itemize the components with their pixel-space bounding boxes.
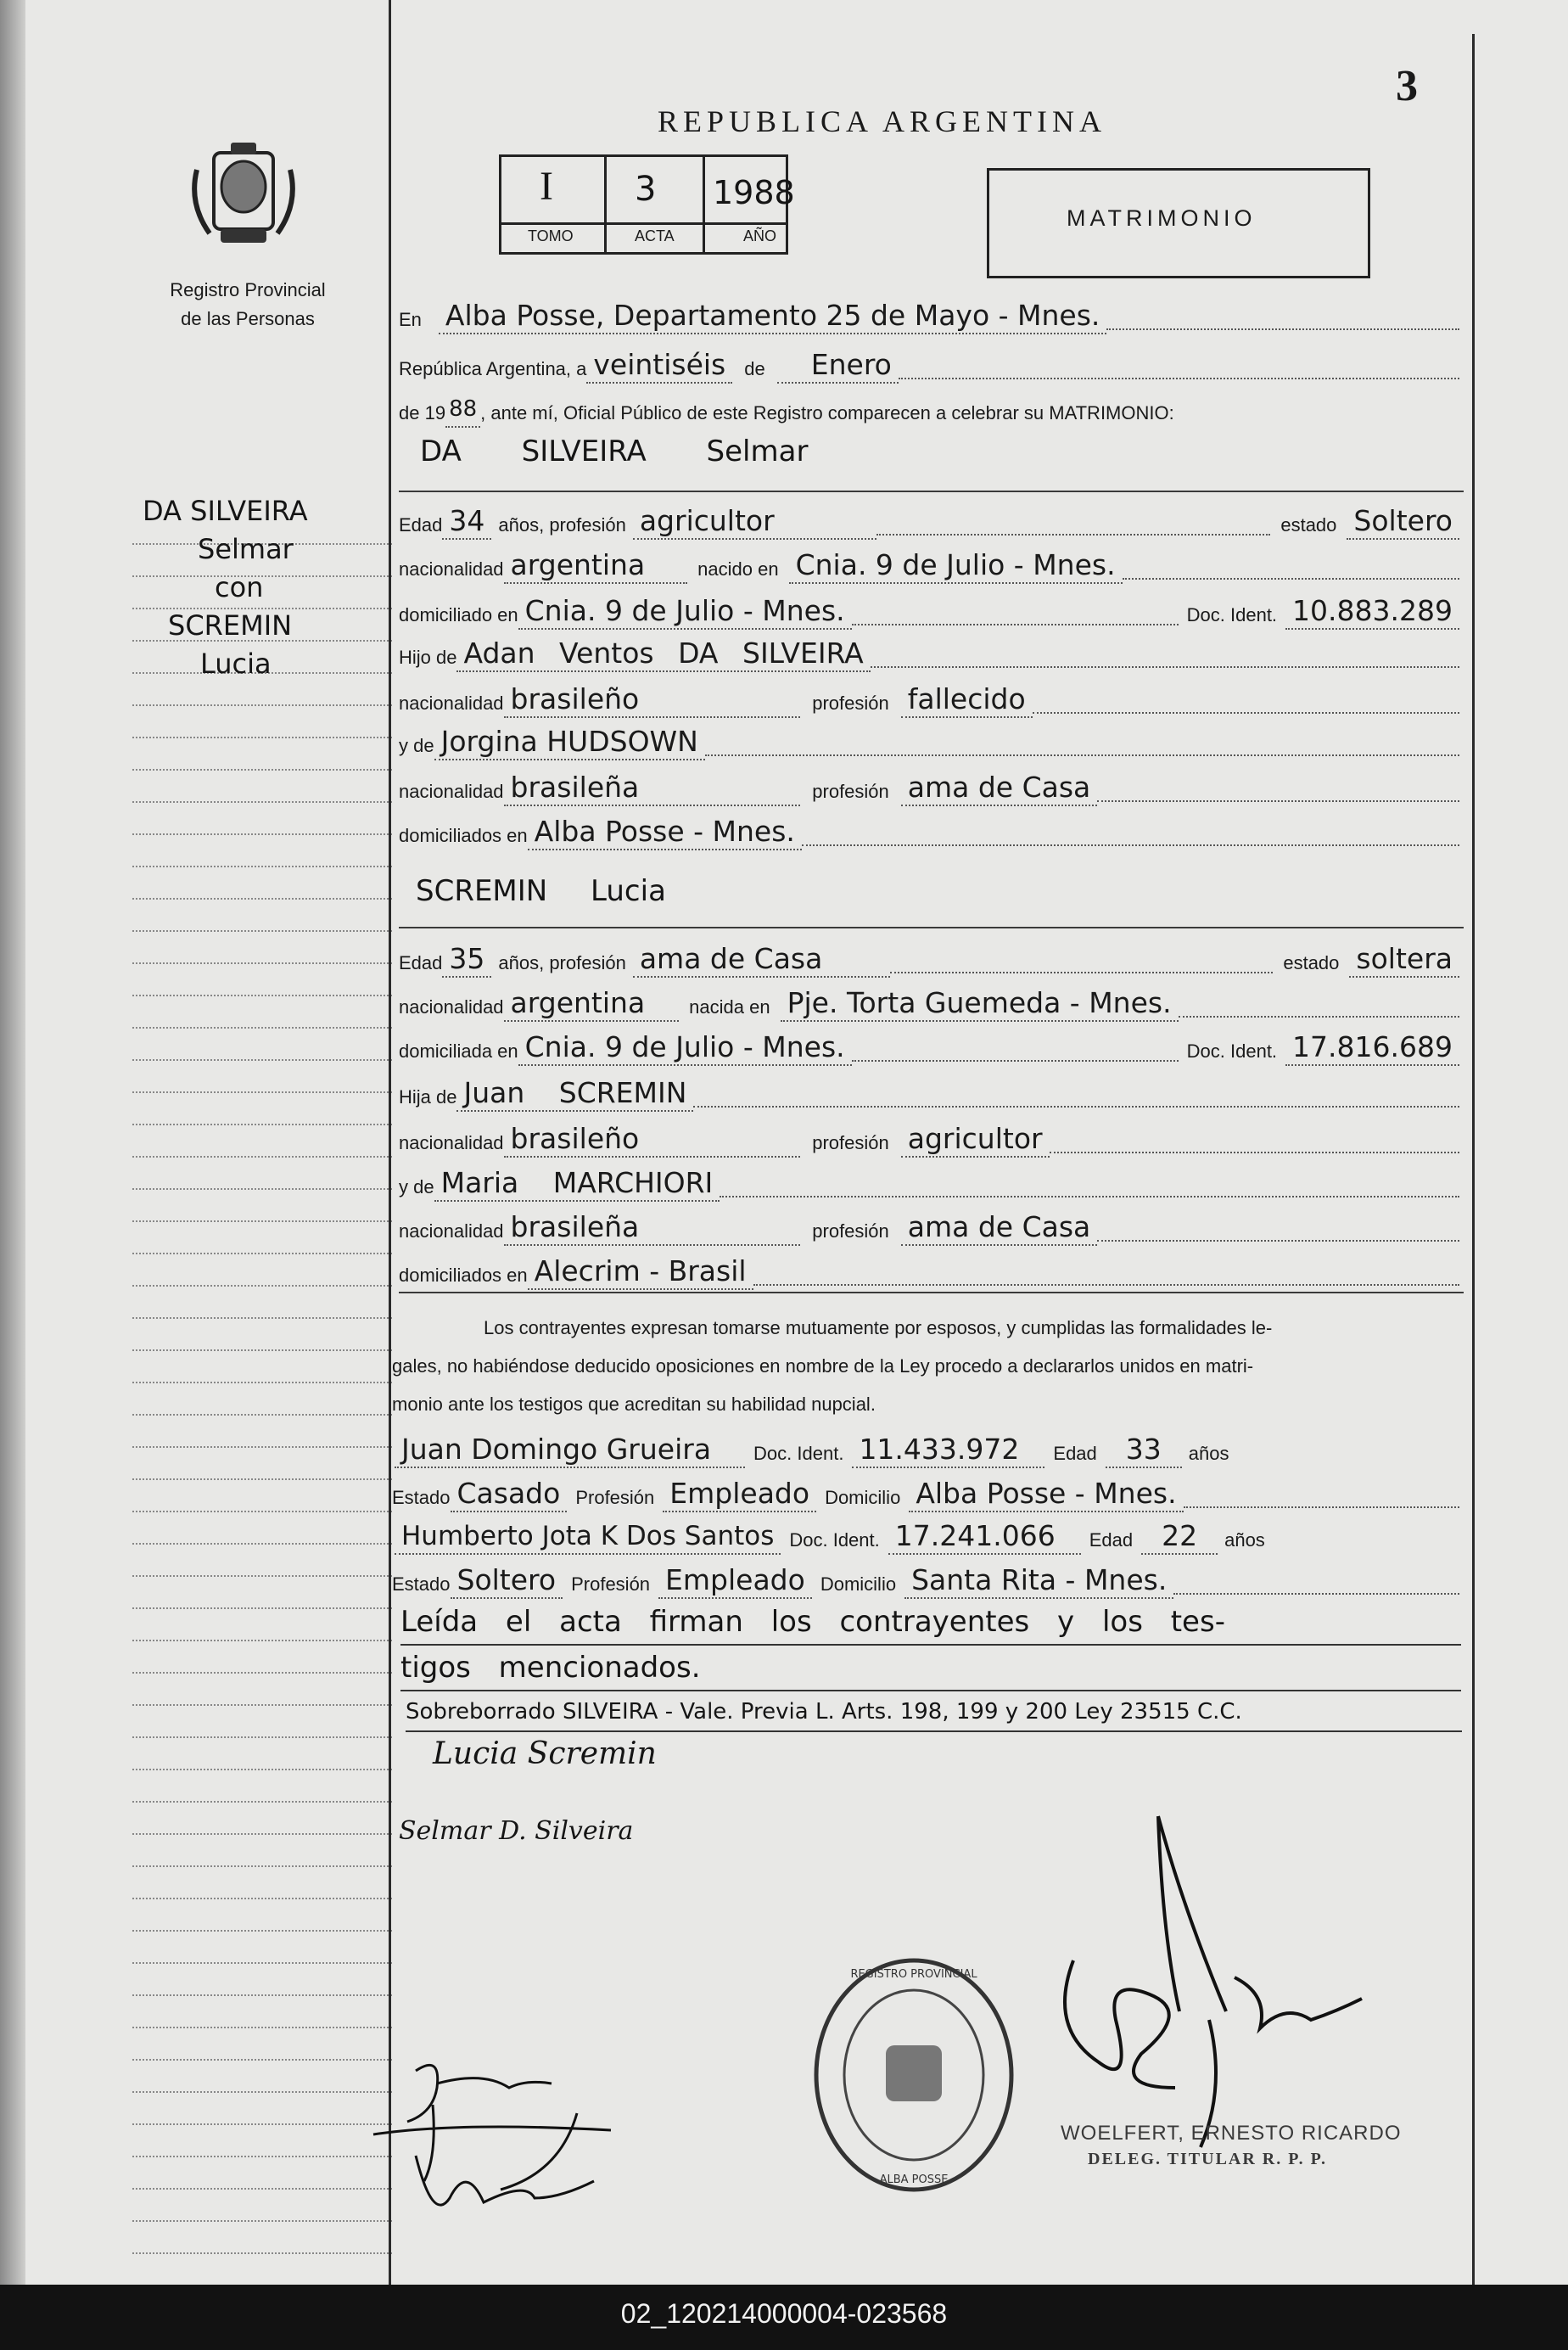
bride-mother-nat-row: nacionalidad brasileña profesión ama de Casa <box>399 1209 1459 1246</box>
witness1-profession: Empleado <box>663 1477 816 1512</box>
witness2-name: Humberto Jota K Dos Santos <box>395 1519 781 1555</box>
groom-signature: Selmar D. Silveira <box>399 1816 634 1846</box>
witness2-status: Soltero <box>451 1563 563 1599</box>
bride-father-profession: agricultor <box>901 1122 1050 1158</box>
bride-signature: Lucia Scremin <box>433 1736 657 1771</box>
tomo-label: TOMO <box>528 227 574 244</box>
bride-age-row: Edad 35 años, profesión ama de Casa estado soltera <box>399 940 1459 978</box>
witness1-status: Casado <box>451 1477 568 1512</box>
margin-note-line-2: Selmar <box>198 533 294 565</box>
groom-address-row: domiciliado en Cnia. 9 de Julio - Mnes. Doc. Ident. 10.883.289 <box>399 592 1459 630</box>
groom-doc: 10.883.289 <box>1285 594 1459 630</box>
groom-profession: agricultor <box>633 504 876 540</box>
registry-line-2: de las Personas <box>181 308 315 329</box>
bride-age: 35 <box>442 942 491 978</box>
bride-address: Cnia. 9 de Julio - Mnes. <box>518 1030 852 1066</box>
month-value: Enero <box>777 348 899 384</box>
witness2-address: Santa Rita - Mnes. <box>904 1563 1173 1599</box>
groom-father-nat-row: nacionalidad brasileño profesión fallecido <box>399 681 1459 718</box>
year-field: de 19 88 , ante mí, Oficial Público de este Registro comparecen a celebrar su MATRIMONIO: <box>399 390 1459 428</box>
groom-mother-nationality: brasileña <box>504 771 801 806</box>
witness2-row: Humberto Jota K Dos Santos Doc. Ident. 17.241.066 Edad 22 años <box>395 1517 1459 1555</box>
groom-birthplace: Cnia. 9 de Julio - Mnes. <box>789 548 1123 584</box>
anio-value: 1988 <box>713 174 795 211</box>
record-type: MATRIMONIO <box>1067 205 1257 231</box>
witness2-doc: 17.241.066 <box>888 1519 1081 1555</box>
declaration-line-3: monio ante los testigos que acreditan su habilidad nupcial. <box>392 1394 876 1415</box>
erratum-note: Sobreborrado SILVEIRA - Vale. Previa L. Arts. 198, 199 y 200 Ley 23515 C.C. <box>406 1693 1462 1732</box>
bride-parents-address-row: domiciliados en Alecrim - Brasil <box>399 1253 1459 1290</box>
closing-line-1: Leída el acta firman los contrayentes y los tes- <box>400 1600 1461 1646</box>
margin-note-line-4: SCREMIN <box>168 609 293 642</box>
day-value: veintiséis <box>586 348 732 384</box>
bride-address-row: domiciliada en Cnia. 9 de Julio - Mnes. Doc. Ident. 17.816.689 <box>399 1029 1459 1066</box>
right-border <box>1472 34 1475 2285</box>
groom-mother-nat-row: nacionalidad brasileña profesión ama de Casa <box>399 769 1459 806</box>
bride-father: Juan SCREMIN <box>456 1076 693 1112</box>
registry-stamp <box>808 1952 1020 2198</box>
groom-parents-address-row: domiciliados en Alba Posse - Mnes. <box>399 813 1459 850</box>
groom-address: Cnia. 9 de Julio - Mnes. <box>518 594 852 630</box>
acta-label: ACTA <box>635 227 675 244</box>
groom-parents-address: Alba Posse - Mnes. <box>528 815 802 850</box>
groom-mother-profession: ama de Casa <box>901 771 1098 806</box>
bride-mother-profession: ama de Casa <box>901 1210 1098 1246</box>
acta-value: 3 <box>635 170 657 209</box>
place-value: Alba Posse, Departamento 25 de Mayo - Mnes. <box>439 299 1106 334</box>
place-field: En Alba Posse, Departamento 25 de Mayo - Mnes. <box>399 297 1459 334</box>
witness2-age: 22 <box>1141 1519 1218 1555</box>
witness1-doc: 11.433.972 <box>852 1433 1044 1468</box>
groom-age-row: Edad 34 años, profesión agricultor estado Soltero <box>399 502 1459 540</box>
margin-note <box>134 492 406 683</box>
bride-doc: 17.816.689 <box>1285 1030 1459 1066</box>
date-field: República Argentina, a veintiséis de Enero <box>399 346 1459 384</box>
witness2-details-row: Estado Soltero Profesión Empleado Domicilio Santa Rita - Mnes. <box>392 1562 1459 1599</box>
officer-name: WOELFERT, ERNESTO RICARDO <box>1061 2122 1402 2145</box>
groom-father-nationality: brasileño <box>504 682 801 718</box>
bride-birthplace: Pje. Torta Guemeda - Mnes. <box>781 986 1179 1022</box>
witness-signatures <box>356 2054 662 2224</box>
groom-age: 34 <box>442 504 491 540</box>
bride-mother: Maria MARCHIORI <box>434 1166 720 1202</box>
year-value: 88 <box>445 392 480 428</box>
witness1-details-row: Estado Casado Profesión Empleado Domicilio Alba Posse - Mnes. <box>392 1475 1459 1512</box>
groom-name: DA SILVEIRA Selmar <box>420 435 809 468</box>
closing-line-2: tigos mencionados. <box>400 1646 1461 1691</box>
declaration <box>392 1309 1463 1423</box>
bride-nationality-row: nacionalidad argentina nacida en Pje. Torta Guemeda - Mnes. <box>399 984 1459 1022</box>
groom-mother: Jorgina HUDSOWN <box>434 725 705 760</box>
groom-nationality: argentina <box>504 548 688 584</box>
svg-text:ALBA POSSE: ALBA POSSE <box>879 2173 949 2186</box>
bride-name: SCREMIN Lucia <box>416 874 666 908</box>
bride-father-nat-row: nacionalidad brasileño profesión agricultor <box>399 1120 1459 1158</box>
registry-line-1: Registro Provincial <box>170 279 326 300</box>
declaration-line-1: Los contrayentes expresan tomarse mutuamente por esposos, y cumplidas las formalidades le- <box>484 1317 1273 1338</box>
groom-father-profession: fallecido <box>901 682 1033 718</box>
svg-text:REGISTRO PROVINCIAL: REGISTRO PROVINCIAL <box>850 1968 977 1981</box>
bride-father-nationality: brasileño <box>504 1122 801 1158</box>
margin-column <box>25 0 390 2285</box>
groom-nationality-row: nacionalidad argentina nacido en Cnia. 9 de Julio - Mnes. <box>399 547 1459 584</box>
footer-code: 02_120214000004-023568 <box>620 2298 948 2329</box>
witness1-age: 33 <box>1106 1433 1182 1468</box>
anio-label: AÑO <box>743 227 777 244</box>
witness1-address: Alba Posse - Mnes. <box>909 1477 1183 1512</box>
tomo-value: I <box>540 164 553 209</box>
bride-parents-address: Alecrim - Brasil <box>528 1254 753 1290</box>
witness1-name: Juan Domingo Grueira <box>395 1433 745 1468</box>
closing-text <box>400 1600 1461 1691</box>
column-divider <box>389 0 391 2285</box>
bride-mother-nationality: brasileña <box>504 1210 801 1246</box>
bride-mother-row: y de Maria MARCHIORI <box>399 1164 1459 1202</box>
registry-title <box>120 276 375 334</box>
bride-status: soltera <box>1349 942 1459 978</box>
groom-mother-row: y de Jorgina HUDSOWN <box>399 723 1459 760</box>
margin-note-line-5: Lucia <box>200 648 272 680</box>
groom-father-row: Hijo de Adan Ventos DA SILVEIRA <box>399 635 1459 672</box>
officer-title: DELEG. TITULAR R. P. P. <box>1088 2150 1327 2168</box>
bride-nationality: argentina <box>504 986 680 1022</box>
country-title: REPUBLICA ARGENTINA <box>658 104 1107 138</box>
bride-father-row: Hija de Juan SCREMIN <box>399 1074 1459 1112</box>
witness1-row: Juan Domingo Grueira Doc. Ident. 11.433.972 Edad 33 años <box>395 1431 1459 1468</box>
witness2-profession: Empleado <box>658 1563 812 1599</box>
groom-father: Adan Ventos DA SILVEIRA <box>456 637 870 672</box>
margin-note-line-3: con <box>215 571 264 603</box>
bride-profession: ama de Casa <box>633 942 891 978</box>
declaration-line-2: gales, no habiéndose deducido oposiciones en nombre de la Ley procedo a declararlos unidos en matri- <box>392 1355 1254 1377</box>
officer-signature <box>1014 1808 1438 2164</box>
province-emblem <box>188 136 299 259</box>
page-number: 3 <box>1396 62 1418 110</box>
groom-status: Soltero <box>1347 504 1459 540</box>
margin-note-line-1: DA SILVEIRA <box>143 495 308 527</box>
